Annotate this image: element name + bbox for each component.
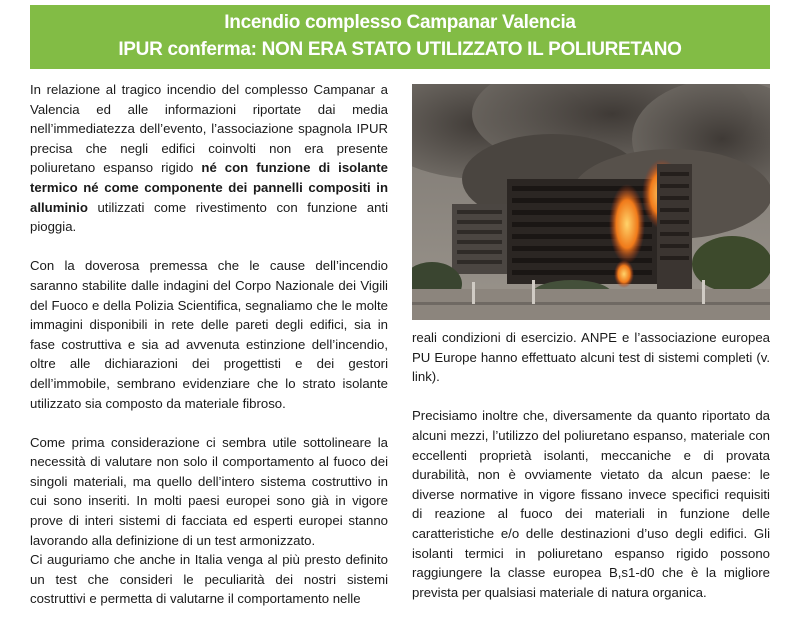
right-column <box>412 328 770 622</box>
paragraph-text: In relazione al tragico incendio del complesso Campanar a Valencia ed alle informazioni riportate dai media nell’immediatezza dell’evento, l’associazione spagnola IPUR precisa che negli edifici coinvolti non era presente poliuretano espanso rigido <box>30 82 388 176</box>
bold-emphasis: né con funzione di isolante termico né come componente dei pannelli compositi in alluminio <box>30 160 388 215</box>
page-title: Incendio complesso Campanar Valencia <box>224 12 576 33</box>
building-fire-photo <box>412 84 770 320</box>
paragraph-test-conditions: reali condizioni di esercizio. ANPE e l’associazione europea PU Europe hanno effettuato alcuni test di sistemi completi (v. link). <box>412 330 770 385</box>
paragraph-text: utilizzati come rivestimento con funzione anti pioggia. <box>30 199 388 235</box>
left-column <box>30 80 388 609</box>
building-fire-illustration <box>412 84 770 320</box>
page-subtitle: IPUR conferma: NON ERA STATO UTILIZZATO IL POLIURETANO <box>118 39 682 60</box>
paragraph-italy-test: Ci auguriamo che anche in Italia venga al più presto definito un test che consideri le peculiarità dei nostri sistemi costruttivi e permetta di valutarne il comportamento nelle <box>30 552 388 607</box>
paragraph-system-evaluation: Come prima considerazione ci sembra utile sottolineare la necessità di valutare non solo il comportamento al fuoco dei singoli materiali, ma quello dell’intero sistema costruttivo in cui sono inseriti. In molti paesi europei sono già in vigore prove di interi sistemi di facciata ed esperti europei stanno lavorando alla definizione di un test armonizzato. <box>30 434 388 548</box>
title-banner <box>30 5 770 69</box>
paragraph-investigation: Con la doverosa premessa che le cause dell’incendio saranno stabilite dalle indagini del Corpo Nazionale dei Vigili del Fuoco e della Polizia Scientifica, segnaliamo che le molte immagini disponibili in rete delle pareti degli edifici, sia in fase costruttiva e sia ad avvenuta estinzione dell’incendio, oltre alle dichiarazioni dei progettisti e dei gestori dell’immobile, sembrano evidenziare che lo strato isolante utilizzato sia composto da materiale fibroso. <box>30 258 388 411</box>
paragraph-polyurethane-clarification: Precisiamo inoltre che, diversamente da quanto riportato da alcuni mezzi, l’utilizzo del poliuretano espanso, materiale con eccellenti proprietà isolanti, meccaniche e di provata durabilità, non è ovviamente vietato da alcun paese: le diverse normative in vigore fissano invece specifici requisiti di reazione al fuoco dei materiali in funzione delle caratteristiche e/o delle destinazioni d’uso degli edifici. Gli isolanti termici in poliuretano espanso rigido possono raggiungere la classe europea B,s1-d0 che è la migliore prevista per qualsiasi materiale di natura organica. <box>412 408 770 600</box>
paragraph-ipur-statement <box>30 80 388 237</box>
